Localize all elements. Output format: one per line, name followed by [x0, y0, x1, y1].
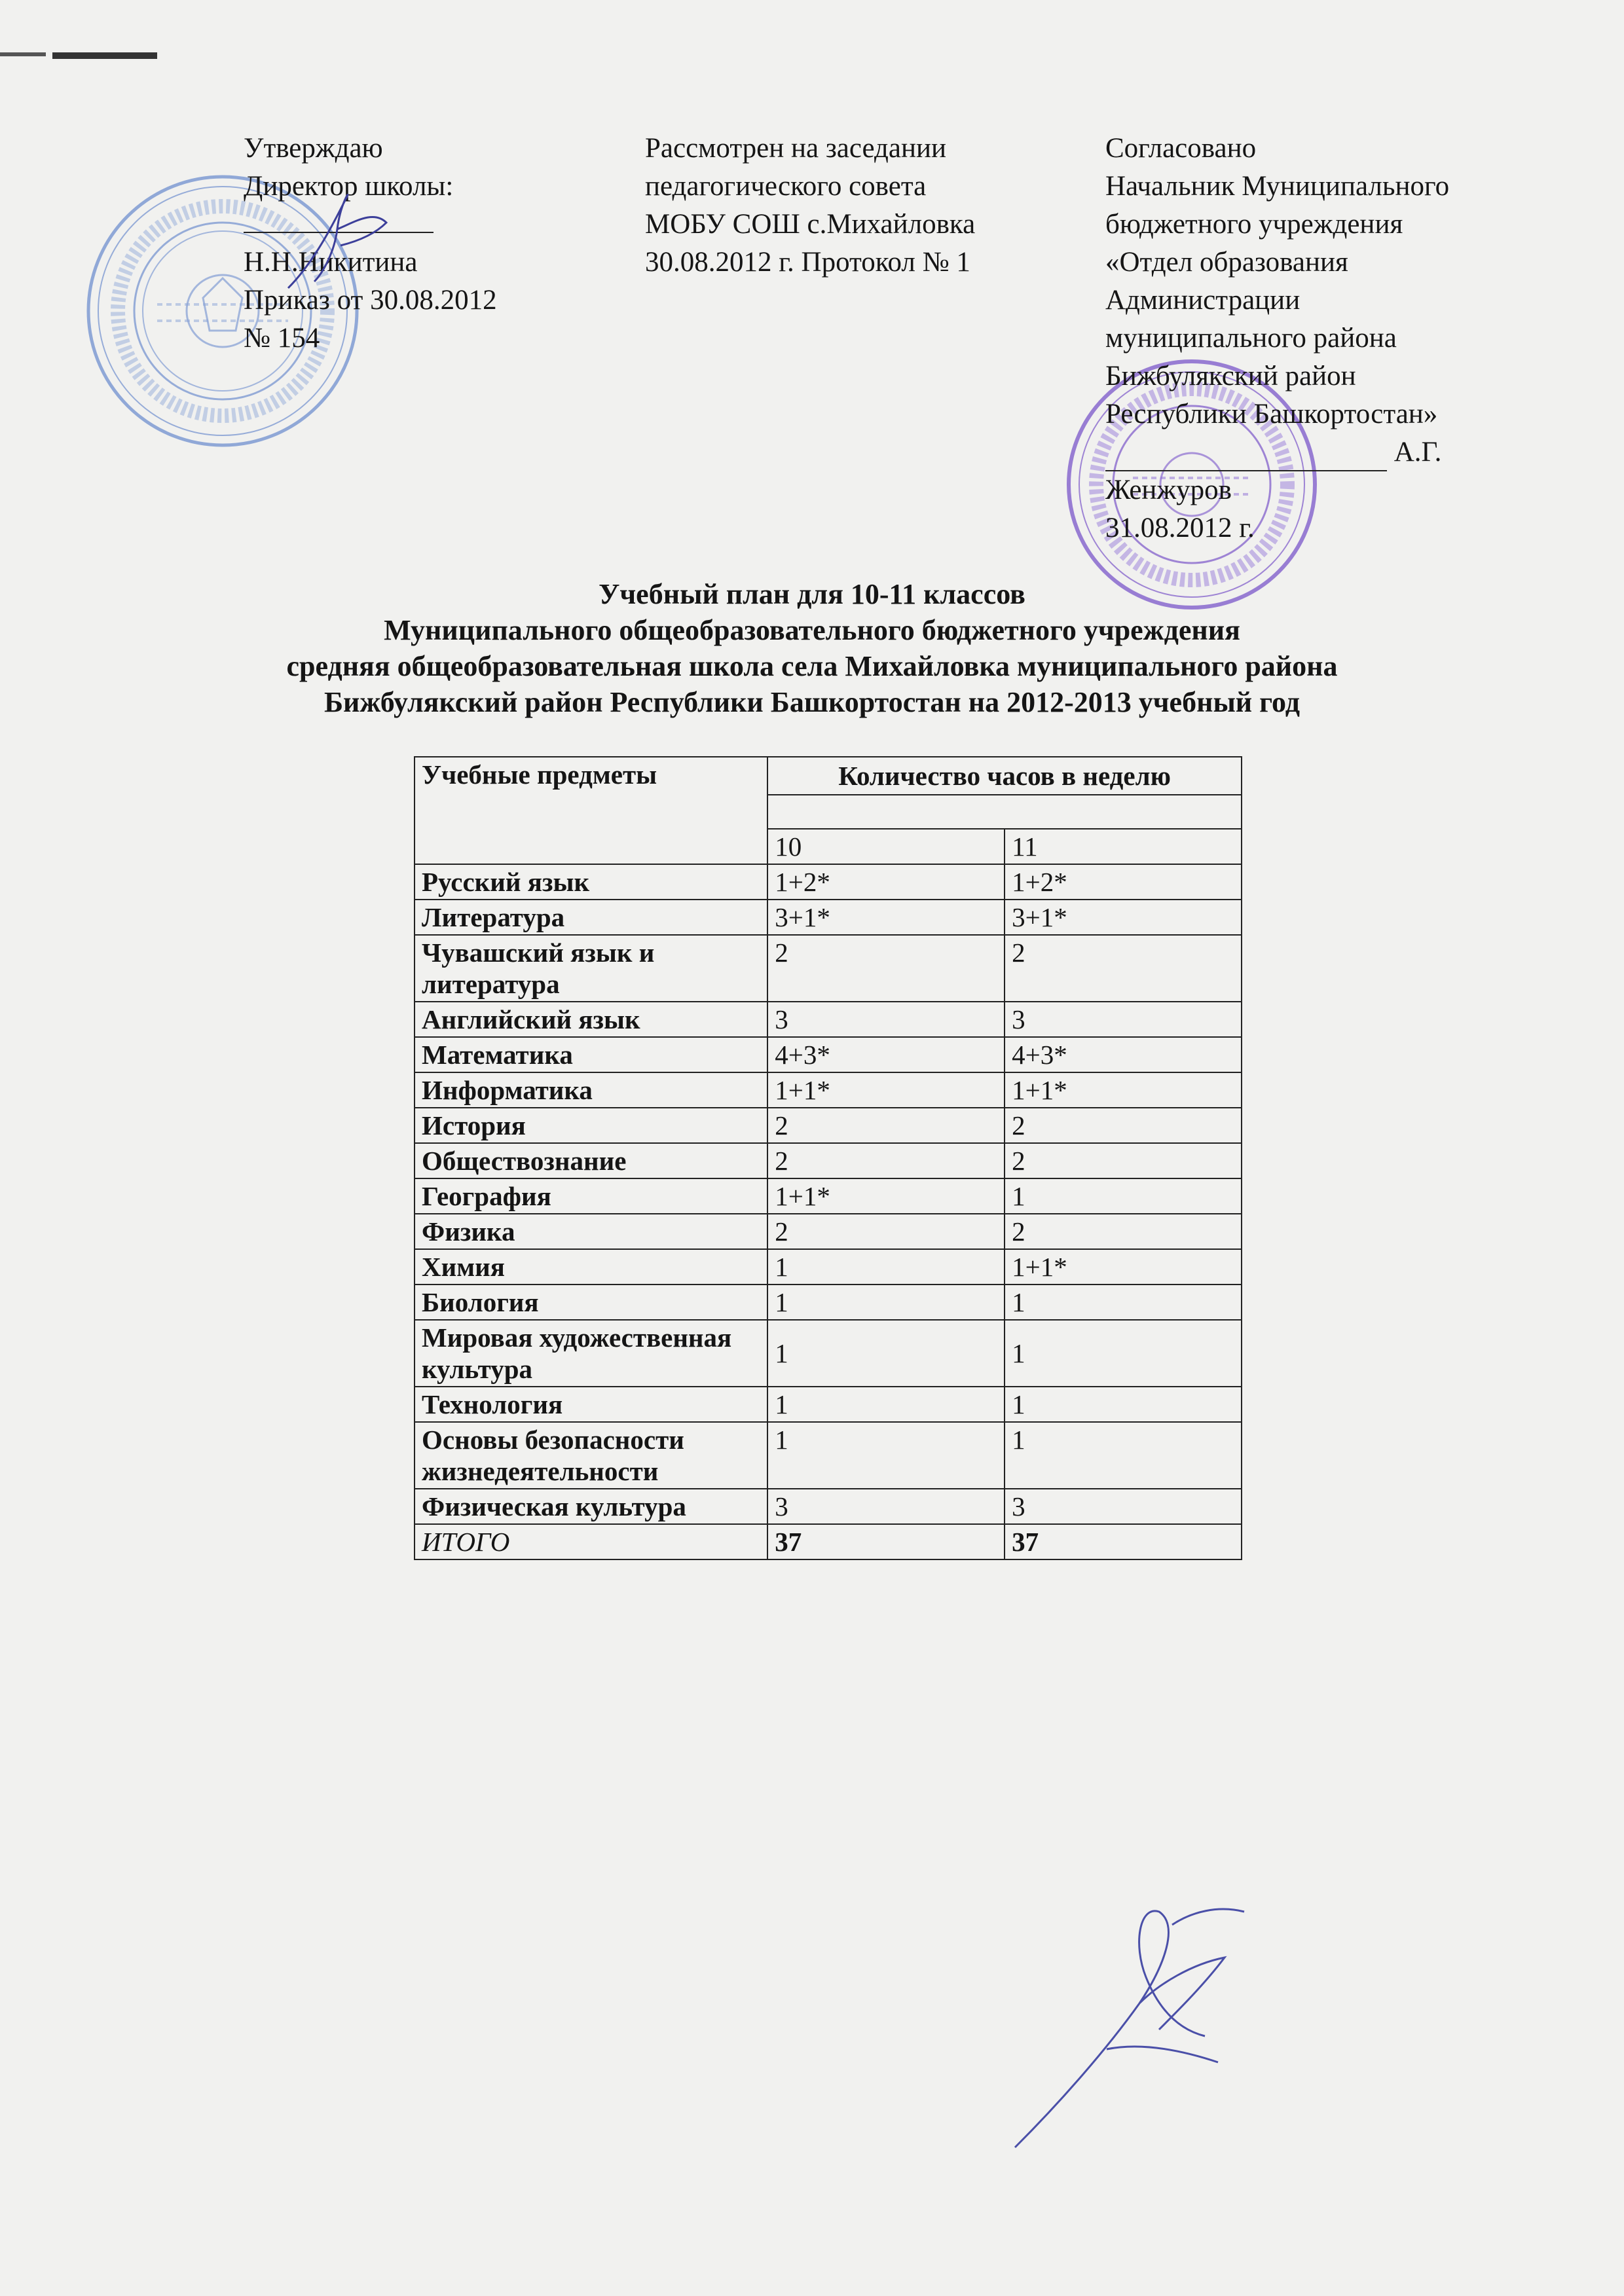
title-line: Муниципального общеобразовательного бюджетного учреждения — [384, 614, 1240, 646]
grade-10-cell: 3+1* — [767, 900, 1005, 935]
subject-cell: Английский язык — [415, 1002, 767, 1037]
table-row — [415, 1214, 1242, 1249]
subject-cell: География — [415, 1178, 767, 1214]
grade-10-cell: 1+1* — [767, 1178, 1005, 1214]
grade-10-cell: 3 — [767, 1489, 1005, 1524]
subject-cell: Литература — [415, 900, 767, 935]
subject-cell: Технология — [415, 1387, 767, 1422]
council-line: педагогического совета — [645, 171, 927, 202]
approval-position: Директор школы: — [244, 171, 454, 202]
table-row — [415, 864, 1242, 900]
approval-order-number: № 154 — [244, 323, 320, 354]
header-grade-11: 11 — [1005, 829, 1242, 864]
title-line: Бижбулякский район Республики Башкортостан на 2012-2013 учебный год — [323, 686, 1301, 718]
council-line: Рассмотрен на заседании — [645, 133, 947, 164]
approval-title: Утверждаю — [244, 133, 383, 164]
agreed-line: «Отдел образования — [1105, 247, 1348, 278]
subject-cell: Физика — [415, 1214, 767, 1249]
handwritten-signature — [275, 183, 406, 301]
grade-11-cell: 2 — [1005, 935, 1242, 1002]
table-total-row — [415, 1524, 1242, 1559]
subject-cell: Основы безопасности жизнедеятельности — [415, 1422, 767, 1489]
council-block — [645, 130, 975, 282]
table-row — [415, 900, 1242, 935]
grade-11-cell: 2 — [1005, 1214, 1242, 1249]
grade-10-cell: 4+3* — [767, 1037, 1005, 1072]
grade-10-cell: 2 — [767, 1214, 1005, 1249]
agreed-surname: Женжуров — [1105, 475, 1232, 505]
table-row — [415, 1489, 1242, 1524]
grade-11-cell: 1+1* — [1005, 1072, 1242, 1108]
scan-mark — [0, 52, 46, 56]
total-grade-11: 37 — [1005, 1524, 1242, 1559]
subject-cell: История — [415, 1108, 767, 1143]
table-row — [415, 935, 1242, 1002]
grade-10-cell: 1 — [767, 1387, 1005, 1422]
grade-11-cell: 4+3* — [1005, 1037, 1242, 1072]
grade-11-cell: 3 — [1005, 1002, 1242, 1037]
grade-10-cell: 1 — [767, 1249, 1005, 1285]
header-hours: Количество часов в неделю — [767, 757, 1242, 795]
agreed-line: муниципального района — [1105, 323, 1397, 354]
agreed-initials: А.Г. — [1393, 437, 1442, 467]
subject-cell: Обществознание — [415, 1143, 767, 1178]
subject-cell: Физическая культура — [415, 1489, 767, 1524]
subject-cell: Чувашский язык и литература — [415, 935, 767, 1002]
grade-11-cell: 2 — [1005, 1108, 1242, 1143]
grade-10-cell: 3 — [767, 1002, 1005, 1037]
table-row — [415, 1422, 1242, 1489]
agreed-line: Администрации — [1105, 285, 1301, 316]
grade-11-cell: 1+1* — [1005, 1249, 1242, 1285]
agreed-line: бюджетного учреждения — [1105, 209, 1403, 240]
grade-10-cell: 1+1* — [767, 1072, 1005, 1108]
table-row — [415, 1320, 1242, 1387]
grade-10-cell: 2 — [767, 1143, 1005, 1178]
subject-cell: Химия — [415, 1249, 767, 1285]
table-row — [415, 1387, 1242, 1422]
agreed-title: Согласовано — [1105, 133, 1257, 164]
title-line: средняя общеобразовательная школа села Михайловка муниципального района — [286, 650, 1338, 682]
grade-11-cell: 1+2* — [1005, 864, 1242, 900]
document-title — [196, 576, 1428, 720]
agreed-line: Начальник Муниципального — [1105, 171, 1450, 202]
grade-11-cell: 1 — [1005, 1320, 1242, 1387]
grade-10-cell: 1 — [767, 1422, 1005, 1489]
title-line: Учебный план для 10-11 классов — [599, 578, 1025, 610]
grade-11-cell: 1 — [1005, 1387, 1242, 1422]
grade-10-cell: 1+2* — [767, 864, 1005, 900]
table-row — [415, 1178, 1242, 1214]
table-header-row — [415, 757, 1242, 795]
grade-10-cell: 2 — [767, 935, 1005, 1002]
grade-11-cell: 1 — [1005, 1178, 1242, 1214]
curriculum-table — [414, 756, 1242, 1560]
agreed-block — [1105, 130, 1449, 547]
agreed-line: Бижбулякский район — [1105, 361, 1356, 392]
grade-10-cell: 1 — [767, 1285, 1005, 1320]
handwritten-signature — [1008, 1886, 1270, 2160]
table-row — [415, 1108, 1242, 1143]
grade-11-cell: 2 — [1005, 1143, 1242, 1178]
grade-11-cell: 1 — [1005, 1422, 1242, 1489]
table-row — [415, 1249, 1242, 1285]
signature-line — [1105, 444, 1387, 471]
subject-cell: Информатика — [415, 1072, 767, 1108]
grade-11-cell: 3 — [1005, 1489, 1242, 1524]
approval-name: Н.Н.Никитина — [244, 247, 418, 278]
subject-cell: Мировая художественная культура — [415, 1320, 767, 1387]
total-label: ИТОГО — [415, 1524, 767, 1559]
total-grade-10: 37 — [767, 1524, 1005, 1559]
grade-10-cell: 2 — [767, 1108, 1005, 1143]
subject-cell: Русский язык — [415, 864, 767, 900]
header-empty-cell — [767, 795, 1242, 829]
grade-11-cell: 1 — [1005, 1285, 1242, 1320]
table-row — [415, 1143, 1242, 1178]
approval-order: Приказ от 30.08.2012 — [244, 285, 497, 316]
agreed-line: Республики Башкортостан» — [1105, 399, 1438, 429]
council-protocol: 30.08.2012 г. Протокол № 1 — [645, 247, 970, 278]
header-grade-10: 10 — [767, 829, 1005, 864]
agreed-date: 31.08.2012 г. — [1105, 513, 1255, 543]
table-row — [415, 1072, 1242, 1108]
table-row — [415, 1285, 1242, 1320]
table-row — [415, 1002, 1242, 1037]
subject-cell: Биология — [415, 1285, 767, 1320]
subject-cell: Математика — [415, 1037, 767, 1072]
header-subjects: Учебные предметы — [415, 757, 767, 864]
scan-mark — [52, 52, 157, 59]
grade-11-cell: 3+1* — [1005, 900, 1242, 935]
table-row — [415, 1037, 1242, 1072]
grade-10-cell: 1 — [767, 1320, 1005, 1387]
council-line: МОБУ СОШ с.Михайловка — [645, 209, 976, 240]
